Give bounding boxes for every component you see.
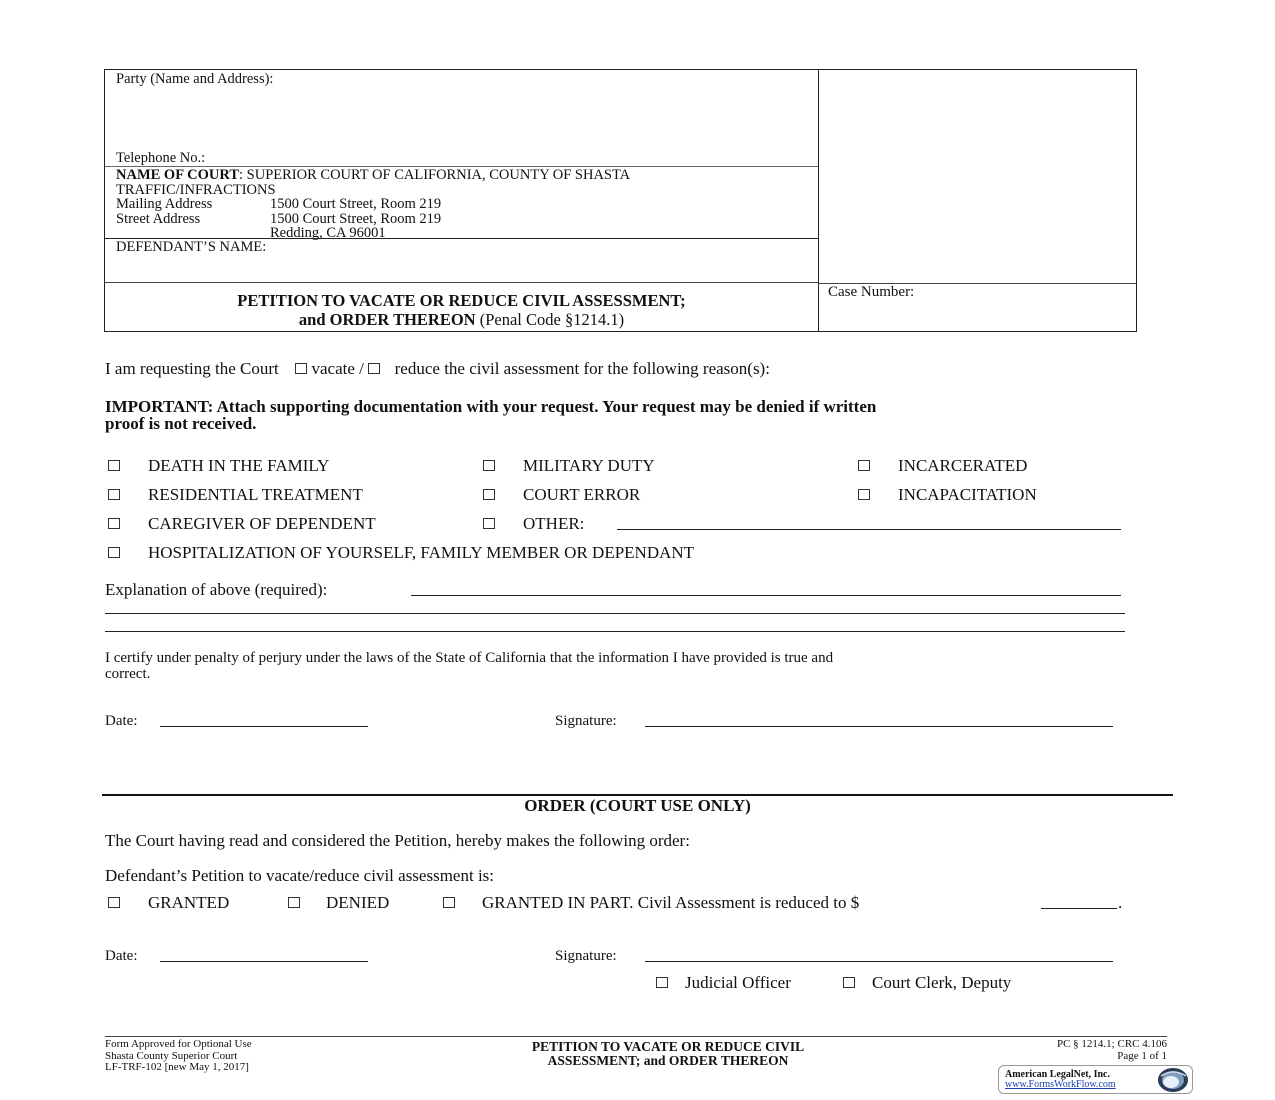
- footer-title-line1: PETITION TO VACATE OR REDUCE CIVIL: [531, 1039, 805, 1054]
- order-signature-input[interactable]: [645, 961, 1113, 962]
- caption-right: [818, 70, 1136, 331]
- order-heading: ORDER (COURT USE ONLY): [524, 796, 751, 815]
- petitioner-date-label: Date:: [105, 713, 138, 729]
- period: .: [1118, 893, 1123, 912]
- checkbox[interactable]: [483, 460, 495, 471]
- party-label: Party (Name and Address):: [116, 71, 274, 87]
- other-reason-input[interactable]: [617, 529, 1121, 530]
- mailing-address-value: 1500 Court Street, Room 219: [270, 196, 442, 212]
- explanation-input-line3[interactable]: [105, 631, 1125, 632]
- reduce-label: reduce the civil assessment for the following reason(s):: [394, 359, 770, 378]
- form-title-code: (Penal Code §1214.1): [475, 310, 625, 329]
- request-prefix: I am requesting the Court: [105, 359, 279, 378]
- globe-logo-icon: [1155, 1067, 1189, 1093]
- checkbox[interactable]: [483, 518, 495, 529]
- footer-page-number: Page 1 of 1: [1117, 1049, 1167, 1062]
- street-address-value: 1500 Court Street, Room 219: [270, 210, 442, 227]
- order-date-label: Date:: [105, 948, 138, 964]
- defendant-name-label: DEFENDANT’S NAME:: [116, 239, 267, 255]
- checkbox[interactable]: [108, 460, 120, 471]
- checkbox[interactable]: [858, 489, 870, 500]
- checkbox[interactable]: [443, 897, 455, 908]
- order-petition-is: Defendant’s Petition to vacate/reduce civil assessment is:: [105, 866, 494, 885]
- checkbox[interactable]: [108, 547, 120, 558]
- form-title-line2: [116, 310, 807, 329]
- city-value: Redding, CA 96001: [270, 225, 386, 241]
- court-name-line: [116, 168, 807, 183]
- explanation-input-line2[interactable]: [105, 613, 1125, 614]
- reduce-checkbox[interactable]: [368, 363, 380, 374]
- court-name-value: : SUPERIOR COURT OF CALIFORNIA, COUNTY OF SHASTA: [239, 167, 631, 183]
- request-line: [105, 360, 770, 377]
- form-title-bold: and ORDER THEREON: [298, 310, 476, 329]
- order-date-input[interactable]: [160, 961, 368, 962]
- street-address-label: Street Address: [116, 210, 201, 227]
- checkbox[interactable]: [858, 460, 870, 471]
- footer-rule: [105, 1036, 1167, 1037]
- order-intro: The Court having read and considered the Petition, hereby makes the following order:: [105, 831, 690, 850]
- vacate-checkbox[interactable]: [295, 363, 307, 374]
- checkbox[interactable]: [656, 977, 668, 988]
- footer-approved: Form Approved for Optional Use: [105, 1038, 252, 1050]
- court-name-label: NAME OF COURT: [116, 167, 240, 183]
- vacate-label: vacate /: [311, 359, 364, 378]
- telephone-label: Telephone No.:: [116, 150, 206, 166]
- legalnet-badge[interactable]: [998, 1065, 1193, 1094]
- important-line1: IMPORTANT: Attach supporting documentation with your request. Your request may be denied if written: [105, 397, 877, 416]
- badge-url[interactable]: www.FormsWorkFlow.com: [1005, 1079, 1116, 1090]
- petitioner-date-input[interactable]: [160, 726, 368, 727]
- party-cell[interactable]: [105, 70, 818, 167]
- caption-left: [105, 70, 819, 331]
- mailing-address-label: Mailing Address: [116, 196, 213, 212]
- important-line2: proof is not received.: [105, 414, 257, 433]
- checkbox[interactable]: [108, 489, 120, 500]
- form-title-cell: [105, 283, 818, 332]
- court-division: TRAFFIC/INFRACTIONS: [116, 181, 276, 198]
- case-number-cell[interactable]: [818, 283, 1136, 331]
- checkbox[interactable]: [108, 518, 120, 529]
- order-signature-label: Signature:: [555, 948, 617, 964]
- checkbox[interactable]: [288, 897, 300, 908]
- reduced-amount-input[interactable]: [1041, 908, 1117, 909]
- explanation-input-line1[interactable]: [411, 595, 1121, 596]
- badge-company: American LegalNet, Inc.: [1005, 1069, 1110, 1080]
- petitioner-signature-input[interactable]: [645, 726, 1113, 727]
- footer-citation: PC § 1214.1; CRC 4.106: [1056, 1038, 1167, 1050]
- caption-box: [104, 69, 1137, 332]
- petitioner-signature-label: Signature:: [555, 713, 617, 729]
- checkbox[interactable]: [843, 977, 855, 988]
- street-address-row: [116, 212, 807, 227]
- court-cell: [105, 167, 818, 239]
- checkbox[interactable]: [108, 897, 120, 908]
- mailing-address-row: [116, 197, 807, 212]
- certify-line2: correct.: [105, 666, 151, 682]
- certify-line1: I certify under penalty of perjury under the laws of the State of California that the information I have provided is true and: [105, 650, 834, 666]
- explanation-label: Explanation of above (required):: [105, 580, 328, 599]
- form-title-line1: PETITION TO VACATE OR REDUCE CIVIL ASSESSMENT;: [237, 291, 686, 310]
- case-number-label: Case Number:: [828, 284, 915, 300]
- checkbox[interactable]: [483, 489, 495, 500]
- footer-right: [1057, 1039, 1167, 1062]
- footer-title-line2: ASSESSMENT; and ORDER THEREON: [547, 1053, 789, 1068]
- defendant-name-cell[interactable]: [105, 239, 818, 283]
- footer-form-id: LF-TRF-102 [new May 1, 2017]: [105, 1061, 249, 1073]
- footer-court: Shasta County Superior Court: [105, 1049, 238, 1062]
